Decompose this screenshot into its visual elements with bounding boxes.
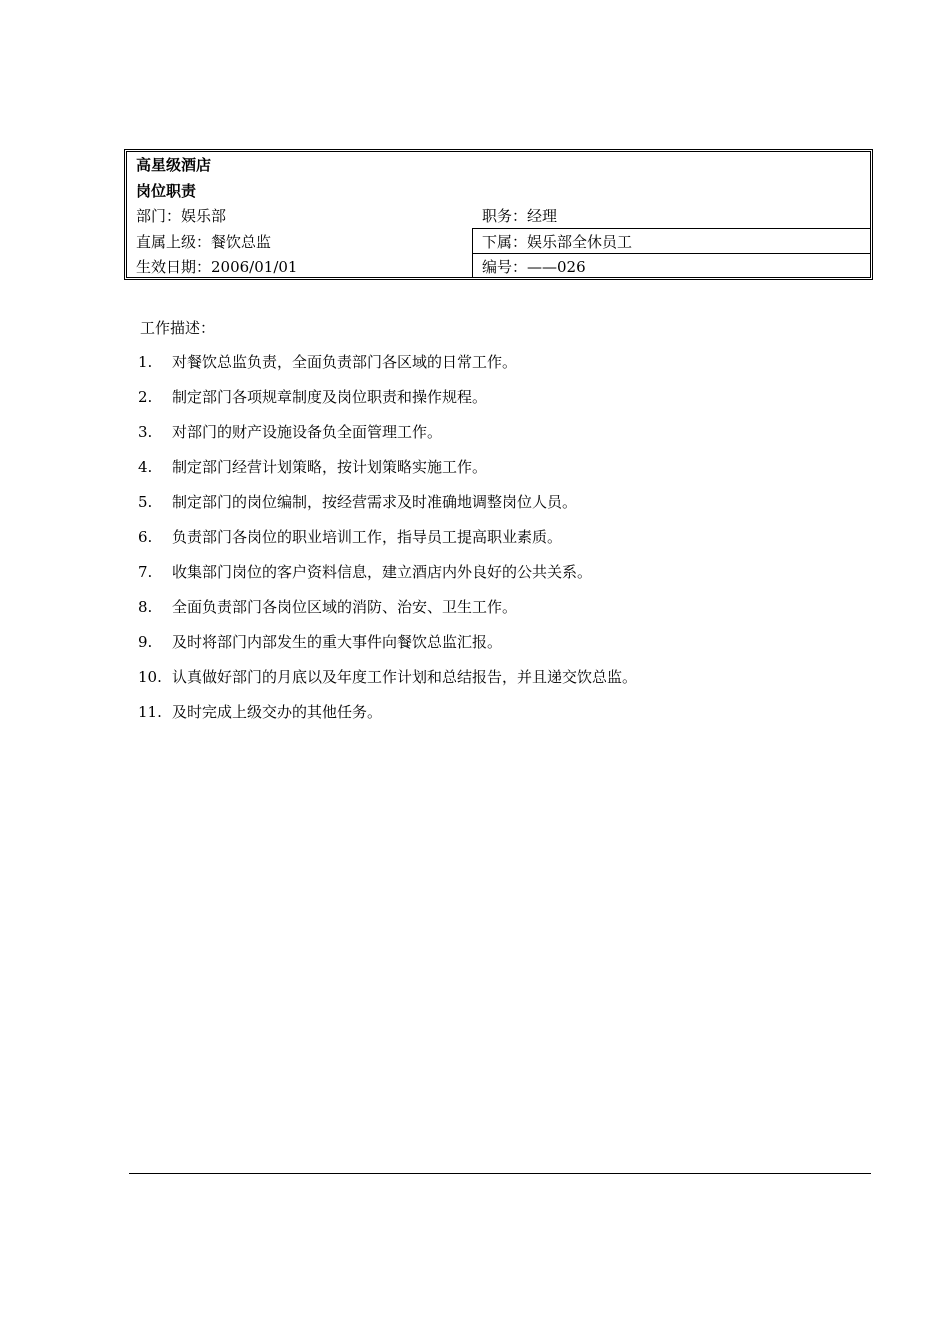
duty-item — [138, 560, 878, 595]
effective-date-field: 生效日期：2006/01/01 — [136, 258, 298, 276]
duty-number: 9. — [138, 633, 153, 651]
superior-field: 直属上级：餐饮总监 — [136, 233, 272, 251]
header-row-date — [127, 254, 870, 280]
duty-text: 制定部门经营计划策略，按计划策略实施工作。 — [172, 458, 488, 476]
document-title: 岗位职责 — [136, 182, 197, 200]
duty-list — [138, 350, 878, 735]
duty-item — [138, 455, 878, 490]
duty-item — [138, 630, 878, 665]
header-row-department — [127, 203, 870, 229]
duty-number: 1. — [138, 353, 153, 371]
duty-item — [138, 525, 878, 560]
description-heading: 工作描述： — [140, 319, 216, 337]
duty-item — [138, 595, 878, 630]
duty-item — [138, 420, 878, 455]
duty-text: 对餐饮总监负责，全面负责部门各区域的日常工作。 — [172, 353, 518, 371]
company-name: 高星级酒店 — [136, 156, 212, 174]
duty-text: 认真做好部门的月底以及年度工作计划和总结报告，并且递交饮总监。 — [172, 668, 638, 686]
duty-number: 5. — [138, 493, 153, 511]
header-row-title — [127, 178, 870, 204]
duty-number: 10. — [138, 668, 162, 686]
duty-text: 制定部门的岗位编制，按经营需求及时准确地调整岗位人员。 — [172, 493, 578, 511]
footer-divider — [129, 1173, 871, 1174]
table-row-divider — [472, 228, 870, 229]
document-number-field: 编号：——026 — [482, 258, 586, 276]
duty-text: 制定部门各项规章制度及岗位职责和操作规程。 — [172, 388, 488, 406]
header-row-company — [127, 152, 870, 178]
duty-item — [138, 700, 878, 735]
table-row-divider — [472, 253, 870, 254]
duty-number: 6. — [138, 528, 153, 546]
subordinates-field: 下属：娱乐部全休员工 — [482, 233, 633, 251]
job-header-table — [124, 149, 873, 280]
department-field: 部门：娱乐部 — [136, 207, 227, 225]
duty-item — [138, 490, 878, 525]
duty-number: 4. — [138, 458, 153, 476]
duty-text: 负责部门各岗位的职业培训工作，指导员工提高职业素质。 — [172, 528, 563, 546]
duty-item — [138, 665, 878, 700]
header-row-superior — [127, 229, 870, 255]
duty-item — [138, 385, 878, 420]
duty-number: 2. — [138, 388, 153, 406]
duty-number: 7. — [138, 563, 153, 581]
duty-text: 对部门的财产设施设备负全面管理工作。 — [172, 423, 443, 441]
duty-number: 3. — [138, 423, 153, 441]
duty-text: 及时将部门内部发生的重大事件向餐饮总监汇报。 — [172, 633, 503, 651]
duty-text: 收集部门岗位的客户资料信息，建立酒店内外良好的公共关系。 — [172, 563, 593, 581]
position-field: 职务：经理 — [482, 207, 558, 225]
duty-item — [138, 350, 878, 385]
duty-number: 11. — [138, 703, 162, 721]
duty-text: 及时完成上级交办的其他任务。 — [172, 703, 383, 721]
duty-text: 全面负责部门各岗位区域的消防、治安、卫生工作。 — [172, 598, 518, 616]
duty-number: 8. — [138, 598, 153, 616]
